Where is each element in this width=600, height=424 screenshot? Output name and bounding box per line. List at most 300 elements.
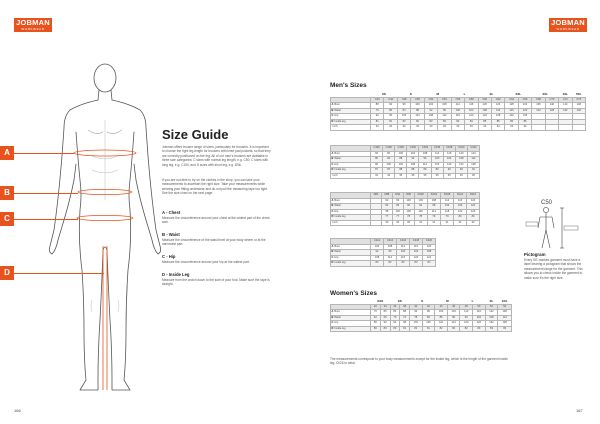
size-header-cell: C160 <box>455 146 467 152</box>
size-header-cell: C62 <box>491 97 504 103</box>
table-cell: 84 <box>383 157 395 163</box>
table-cell: 136 <box>572 108 585 114</box>
table-cell: 116 <box>443 151 455 157</box>
table-cell: 132 <box>559 108 572 114</box>
table-cell: 88 <box>400 310 410 316</box>
table-cell: 124 <box>423 255 436 261</box>
hip-band <box>77 215 133 220</box>
table-cell: 104 <box>371 244 384 250</box>
size-header-cell: D116 <box>467 193 480 199</box>
table-cell: 62 <box>371 315 381 321</box>
table-cell: 112 <box>467 157 479 163</box>
table-cell: 78 <box>410 315 423 321</box>
table-cell: 116 <box>473 310 486 316</box>
table-cell: 32 <box>384 125 397 131</box>
table-cell: 33 <box>465 125 478 131</box>
group-label: XS <box>397 299 402 304</box>
table-row <box>331 326 512 332</box>
table-cell: 33 <box>438 125 451 131</box>
table-cell: 81 <box>410 326 423 332</box>
table-cell: 100 <box>411 103 424 109</box>
table-cell: 114 <box>447 321 460 327</box>
table-cell: 82 <box>384 261 397 267</box>
size-header-cell: 52 <box>485 304 498 310</box>
measure-label-cell <box>331 220 371 226</box>
measure-letter: A <box>331 310 334 314</box>
table-cell: 80 <box>384 108 397 114</box>
size-header-cell: C212 <box>371 239 384 245</box>
table-cell: 116 <box>454 198 467 204</box>
table-cell: 112 <box>438 114 451 120</box>
jobman-logo-right <box>549 18 587 32</box>
pictogram-size-label: C50 <box>541 200 553 206</box>
table-cell: 120 <box>518 108 531 114</box>
table-cell: 80 <box>371 157 383 163</box>
table-cell: 92 <box>384 103 397 109</box>
table-cell: 80 <box>390 326 400 332</box>
brand-name: JOBMAN <box>16 18 50 27</box>
table-cell: 82 <box>371 261 384 267</box>
table-cell: 96 <box>383 151 395 157</box>
table-cell: 92 <box>371 250 384 256</box>
table-cell: 88 <box>395 168 407 174</box>
table-cell: 114 <box>498 315 512 321</box>
size-header-cell: C54 <box>438 97 451 103</box>
marker-d: D <box>0 266 14 280</box>
table-cell: 82 <box>411 119 424 125</box>
table-cell: 110 <box>414 209 427 215</box>
table-cell: 88 <box>395 157 407 163</box>
measure-name: Hip <box>334 321 339 325</box>
group-label: 4XL <box>562 92 569 97</box>
mens-table-short <box>330 192 480 226</box>
guide-advice: If you are not able to try on the clothes in the shop, you can take your measurements to ascertain the right size. Take your measurements while wearing your fitting underwear and do not pull the measuring tape too tight. See the size chart on the next page. <box>162 178 268 196</box>
measure-name: Hip <box>334 255 339 259</box>
hip-heading: C - Hip <box>162 254 176 259</box>
mens-table-regular <box>330 92 586 131</box>
table-cell: 81 <box>422 326 435 332</box>
table-cell: 32 <box>371 125 384 131</box>
table-row <box>331 261 436 267</box>
table-cell: 120 <box>467 198 480 204</box>
size-header-cell: D88 <box>381 193 392 199</box>
table-cell: 106 <box>422 321 435 327</box>
table-cell: 104 <box>447 310 460 316</box>
table-cell: 78 <box>403 215 414 221</box>
mens-table-long <box>330 145 480 179</box>
table-cell: 86 <box>392 204 403 210</box>
table-cell: 104 <box>410 250 423 256</box>
table-cell: 96 <box>419 157 431 163</box>
table-cell: 82 <box>422 315 435 321</box>
table-cell: 66 <box>380 315 390 321</box>
table-cell: 74 <box>400 315 410 321</box>
table-row <box>331 125 586 131</box>
table-cell: 112 <box>384 255 397 261</box>
table-cell: 32 <box>397 125 410 131</box>
table-cell: 132 <box>518 103 531 109</box>
size-header-cell: C64 <box>505 97 518 103</box>
table-cell: 112 <box>491 108 504 114</box>
group-label: S <box>421 299 424 304</box>
waist-heading: B - Waist <box>162 232 180 237</box>
table-cell: 90 <box>403 204 414 210</box>
table-cell: 83 <box>498 326 512 332</box>
measure-name: Waist <box>334 108 341 112</box>
table-cell: 90 <box>443 168 455 174</box>
womens-sizes-title: Women's Sizes <box>330 290 377 297</box>
table-cell: 104 <box>414 198 427 204</box>
table-cell: 96 <box>438 108 451 114</box>
group-label: XL <box>489 92 494 97</box>
table-cell: 98 <box>381 209 392 215</box>
table-cell: 81 <box>371 119 384 125</box>
table-cell: 79 <box>427 215 440 221</box>
size-header-cell: C152 <box>407 146 419 152</box>
group-label: L <box>471 299 474 304</box>
table-cell: 122 <box>485 310 498 316</box>
table-cell: 83 <box>410 261 423 267</box>
jobman-logo <box>14 18 52 32</box>
table-cell: 35 <box>395 173 407 179</box>
pictogram-text: Every GE-marked garment must have a label bearing a pictogram that shows the measurement range for the garment. This allows you to check inside the garment to make sure it's the right size. <box>524 258 583 280</box>
table-cell: 96 <box>384 114 397 120</box>
table-cell: 94 <box>414 204 427 210</box>
size-header-cell: C50 <box>411 97 424 103</box>
table-cell: 120 <box>455 151 467 157</box>
measure-letter: C <box>331 114 334 118</box>
table-cell: 34 <box>371 173 383 179</box>
group-label: XXS <box>377 299 384 304</box>
table-cell: 136 <box>532 103 545 109</box>
size-header-cell: C48 <box>397 97 410 103</box>
inside-leg-heading: D - Inside Leg <box>162 272 190 277</box>
table-cell: 128 <box>467 162 479 168</box>
measure-name: Inside leg <box>334 261 346 265</box>
marker-c-line <box>14 219 78 220</box>
table-cell: 30 <box>381 220 392 226</box>
table-cell: 86 <box>435 315 448 321</box>
table-cell: 76 <box>371 108 384 114</box>
measure-name: Bust <box>334 103 340 107</box>
table-cell: 86 <box>505 119 518 125</box>
table-cell: 34 <box>478 125 491 131</box>
table-cell: 92 <box>424 108 437 114</box>
measure-label-cell <box>331 173 371 179</box>
marker-b: B <box>0 186 14 200</box>
measure-letter: A <box>331 103 334 107</box>
table-cell: 112 <box>419 162 431 168</box>
measure-name: Inch <box>332 173 338 177</box>
table-cell: 106 <box>454 204 467 210</box>
table-cell: 34 <box>518 125 531 131</box>
table-cell: 102 <box>473 315 486 321</box>
measure-name: Hip <box>334 209 339 213</box>
measure-letter: B <box>331 315 334 319</box>
table-cell: 104 <box>407 151 419 157</box>
table-cell: 83 <box>397 261 410 267</box>
table-cell: 100 <box>397 114 410 120</box>
womens-table <box>330 299 512 332</box>
size-header-cell: 44 <box>435 304 448 310</box>
measure-name: Bust <box>334 198 340 202</box>
marker-a: A <box>0 146 14 160</box>
measure-label-cell <box>331 326 371 332</box>
measure-label-cell <box>331 125 371 131</box>
chest-text: Measure the circumference around your chest at the widest part of the chest wall. <box>162 216 270 225</box>
table-cell: 120 <box>478 103 491 109</box>
table-cell: 81 <box>384 119 397 125</box>
table-cell: 110 <box>460 310 473 316</box>
table-cell: 112 <box>397 244 410 250</box>
table-cell: 30 <box>403 220 414 226</box>
size-header-cell: D84 <box>371 193 382 199</box>
group-label: M <box>436 92 439 97</box>
size-header-cell: C60 <box>478 97 491 103</box>
measure-letter: B <box>331 157 334 161</box>
table-cell: 112 <box>451 103 464 109</box>
group-label: M <box>446 299 449 304</box>
size-header-cell: C220 <box>423 239 436 245</box>
table-cell: 83 <box>485 326 498 332</box>
measure-letter: D <box>331 215 334 219</box>
measure-letter: C <box>331 162 334 166</box>
measure-name: Waist <box>334 157 341 161</box>
table-row <box>331 173 480 179</box>
table-cell: 108 <box>424 114 437 120</box>
table-cell: 114 <box>427 209 440 215</box>
size-header-cell: D96 <box>403 193 414 199</box>
group-label: L <box>463 92 466 97</box>
group-label: XXL <box>501 299 508 304</box>
table-cell: 120 <box>423 244 436 250</box>
measure-name: Waist <box>334 315 341 319</box>
table-cell: 100 <box>403 198 414 204</box>
measure-name: Bust <box>334 310 340 314</box>
table-cell: 86 <box>518 119 531 125</box>
measure-letter: D <box>331 326 334 330</box>
pictogram-figure-icon <box>524 206 584 250</box>
table-cell: 108 <box>423 250 436 256</box>
size-header-cell: D112 <box>454 193 467 199</box>
table-cell: 108 <box>371 255 384 261</box>
chest-heading: A - Chest <box>162 210 181 215</box>
table-cell: 108 <box>485 315 498 321</box>
measure-letter: A <box>331 198 334 202</box>
size-header-cell: D92 <box>392 193 403 199</box>
table-cell: 77 <box>381 215 392 221</box>
table-cell: 92 <box>410 310 423 316</box>
table-cell: 82 <box>435 326 448 332</box>
size-header-cell: C74 <box>572 97 585 103</box>
table-cell: 144 <box>559 103 572 109</box>
table-cell: 80 <box>380 310 390 316</box>
marker-b-line <box>14 193 78 194</box>
measure-name: Inside leg <box>334 215 346 219</box>
measure-name: Hip <box>334 114 339 118</box>
table-cell: 128 <box>545 108 558 114</box>
table-cell: 100 <box>383 162 395 168</box>
measure-letter: D <box>331 168 334 172</box>
measure-letter: B <box>331 204 334 208</box>
measure-letter: C <box>331 321 334 325</box>
size-header-cell: 42 <box>422 304 435 310</box>
marker-a-line <box>14 153 74 154</box>
measure-name: Bust <box>334 151 340 155</box>
size-header-cell: C66 <box>518 97 531 103</box>
table-cell: 96 <box>371 162 383 168</box>
size-header-cell: C46 <box>384 97 397 103</box>
table-cell: 92 <box>371 151 383 157</box>
size-header-cell: D108 <box>440 193 453 199</box>
table-cell: 85 <box>491 119 504 125</box>
table-cell: 100 <box>435 310 448 316</box>
table-cell: 124 <box>478 114 491 120</box>
measure-name: Inside leg <box>334 326 346 330</box>
size-header-cell: D104 <box>427 193 440 199</box>
table-cell: 124 <box>532 108 545 114</box>
table-cell: 116 <box>410 244 423 250</box>
size-header-cell: 48 <box>460 304 473 310</box>
table-cell: 92 <box>407 157 419 163</box>
measure-name: Waist <box>334 204 341 208</box>
table-cell: 91 <box>467 168 479 174</box>
table-cell: 108 <box>384 244 397 250</box>
table-cell: 116 <box>451 114 464 120</box>
table-cell: 100 <box>395 151 407 157</box>
table-cell: 104 <box>424 103 437 109</box>
table-cell: 83 <box>438 119 451 125</box>
table-cell: 104 <box>395 162 407 168</box>
size-header-cell: 54 <box>498 304 512 310</box>
table-cell: 80 <box>371 326 381 332</box>
pictogram-title: Pictogram <box>524 252 546 257</box>
size-header-cell: C154 <box>419 146 431 152</box>
group-label: S <box>409 92 412 97</box>
measure-letter: C <box>331 209 334 213</box>
group-label: XXL <box>515 92 522 97</box>
table-cell: 132 <box>505 114 518 120</box>
table-cell: 108 <box>478 108 491 114</box>
table-cell: 34 <box>491 125 504 131</box>
size-header-cell: C70 <box>545 97 558 103</box>
table-cell: 102 <box>392 209 403 215</box>
measure-name: Inside leg <box>334 168 346 172</box>
table-cell: 88 <box>407 168 419 174</box>
size-header-cell: 32 <box>371 304 381 310</box>
measure-name: Bust <box>334 244 340 248</box>
table-cell: 35 <box>431 173 443 179</box>
table-cell: 108 <box>438 103 451 109</box>
table-cell: 100 <box>451 108 464 114</box>
measure-letter: A <box>331 244 334 248</box>
table-cell: 92 <box>371 114 384 120</box>
table-cell: 108 <box>419 151 431 157</box>
table-cell: 98 <box>427 204 440 210</box>
table-cell: 112 <box>440 198 453 204</box>
table-cell: 100 <box>397 250 410 256</box>
table-cell: 35 <box>419 173 431 179</box>
table-cell: 124 <box>455 162 467 168</box>
table-cell: 82 <box>381 204 392 210</box>
table-row <box>331 220 480 226</box>
size-header-cell: 50 <box>473 304 486 310</box>
table-cell: 96 <box>460 315 473 321</box>
table-cell: 88 <box>411 108 424 114</box>
brand-tagline: WORKWEAR <box>21 27 45 31</box>
group-label: 3XL <box>542 92 548 97</box>
table-cell: 120 <box>410 255 423 261</box>
table-cell: 104 <box>411 114 424 120</box>
hip-text: Measure the circumference around your hip at the widest part. <box>162 260 250 264</box>
table-cell: 83 <box>473 326 486 332</box>
size-header-cell: C58 <box>465 97 478 103</box>
size-header-cell: C216 <box>397 239 410 245</box>
table-cell: 89 <box>419 168 431 174</box>
size-header-cell: C214 <box>384 239 397 245</box>
table-cell: 102 <box>410 321 423 327</box>
table-cell: 126 <box>467 209 480 215</box>
measure-letter: D <box>331 119 334 123</box>
size-header-cell: D100 <box>414 193 427 199</box>
mens-table-extra <box>330 238 436 267</box>
marker-d-line <box>14 273 104 274</box>
table-cell: 96 <box>384 250 397 256</box>
table-cell: 31 <box>440 220 453 226</box>
table-cell: 92 <box>381 198 392 204</box>
table-cell: 136 <box>518 114 531 120</box>
body-figure-illustration <box>40 60 170 400</box>
size-header-cell: C150 <box>395 146 407 152</box>
size-header-cell: 46 <box>447 304 460 310</box>
table-cell: 82 <box>397 119 410 125</box>
table-cell: 80 <box>454 215 467 221</box>
size-header-cell: 36 <box>390 304 400 310</box>
size-header-cell: C218 <box>410 239 423 245</box>
table-cell: 82 <box>447 326 460 332</box>
table-cell: 84 <box>451 119 464 125</box>
table-cell: 70 <box>390 315 400 321</box>
measure-name: Inside leg <box>334 119 346 123</box>
waist-text: Measure the circumference of the waist level at your body where or at the narrowest part. <box>162 238 266 247</box>
table-cell: 112 <box>431 151 443 157</box>
table-cell: 34 <box>383 173 395 179</box>
table-cell: 35 <box>443 173 455 179</box>
table-cell: 33 <box>451 125 464 131</box>
measure-name: Hip <box>334 162 339 166</box>
table-cell: 31 <box>427 220 440 226</box>
size-guide-title: Size Guide <box>162 127 229 142</box>
table-cell: 84 <box>423 261 436 267</box>
table-cell: 106 <box>403 209 414 215</box>
table-cell: 78 <box>414 215 427 221</box>
table-cell: 87 <box>383 168 395 174</box>
table-cell: 86 <box>371 321 381 327</box>
table-cell: 35 <box>407 173 419 179</box>
table-cell <box>532 125 545 131</box>
table-cell: 96 <box>422 310 435 316</box>
size-header-cell: 34 <box>380 304 390 310</box>
table-cell: 83 <box>424 119 437 125</box>
page-number-right: 167 <box>576 408 583 413</box>
measure-label-cell <box>331 261 371 267</box>
table-cell: 138 <box>498 321 512 327</box>
table-cell: 124 <box>467 151 479 157</box>
table-cell: 120 <box>465 114 478 120</box>
group-label: XS <box>381 92 386 97</box>
table-cell: 85 <box>478 119 491 125</box>
table-cell: 34 <box>505 125 518 131</box>
